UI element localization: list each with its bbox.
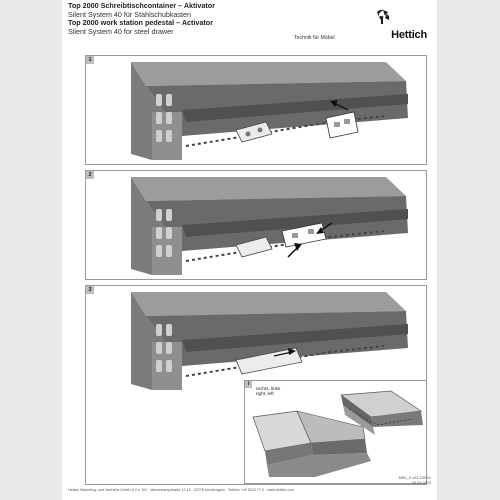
step-number: 1 (86, 56, 94, 64)
brand-name: Hettich (391, 29, 427, 41)
brand-tagline: Technik für Möbel (294, 35, 335, 41)
title-en: Top 2000 work station pedestal – Activator (68, 18, 213, 28)
step-number: 3 (86, 286, 94, 294)
step-panel-2 (85, 170, 427, 280)
title-block (68, 2, 215, 36)
inset-caption-en: right, left (256, 391, 274, 397)
inset-info-label: i (245, 381, 252, 388)
title-de: Top 2000 Schreibtischcontainer – Aktivator (68, 1, 215, 10)
drawer-pair-illustration (245, 381, 428, 485)
doc-date: 10.03.2023 (411, 480, 431, 485)
subtitle-de: Silent System 40 für Stahlschubkasten (68, 9, 192, 19)
drawer-illustration-1 (86, 56, 428, 166)
instruction-sheet (62, 0, 437, 500)
step-panel-1 (85, 55, 427, 165)
inset-caption-de: rechts, links (256, 386, 281, 391)
detail-inset (244, 380, 427, 484)
step-panel-3 (85, 285, 427, 485)
document-meta (399, 476, 431, 485)
header (62, 0, 437, 52)
step-number: 2 (86, 171, 94, 179)
drawer-illustration-2 (86, 171, 428, 281)
subtitle-en: Silent System 40 for steel drawer (68, 26, 174, 36)
doc-number: MRL_9 103 235 01 (398, 476, 431, 480)
footer-address: Hettich Marketing- und Vertriebs GmbH & Co. KG · Vahrenkampstraße 12-16 · 32278 Kirchlengern · Telefon +49 5223 77-0 · www.hettich.com (68, 488, 295, 492)
